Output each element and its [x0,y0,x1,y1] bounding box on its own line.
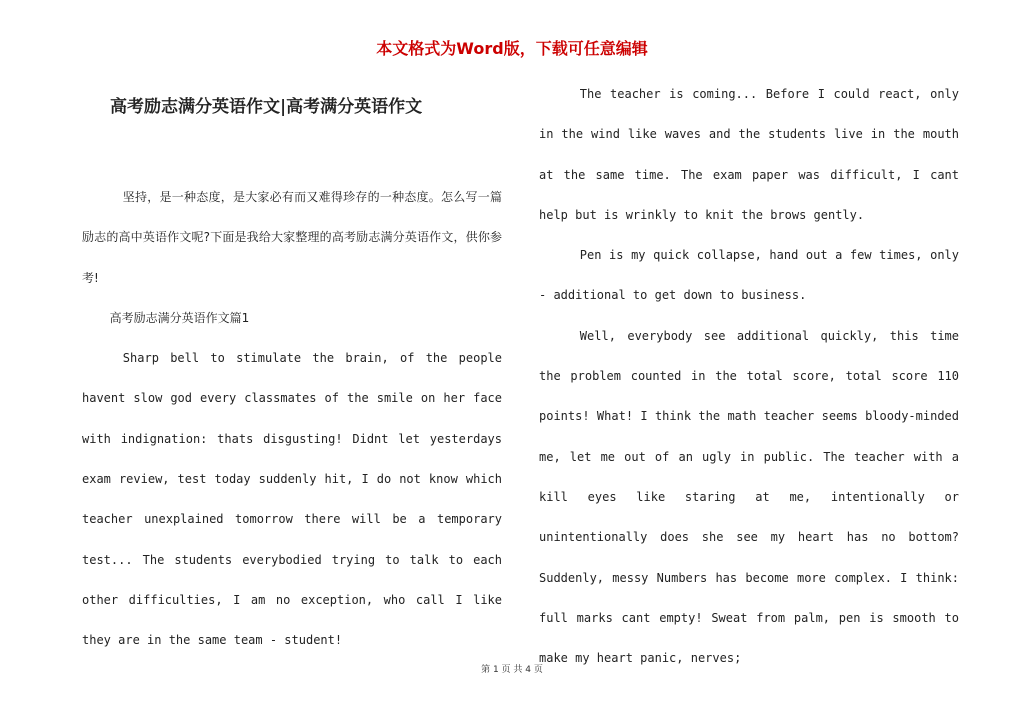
essay-paragraph: Pen is my quick collapse, hand out a few times, only - additional to get down to business. [539,248,959,303]
essay-paragraph: The teacher is coming... Before I could react, only in the wind like waves and the students live in the mouth at the same time. The exam paper was difficult, I cant help but is wrinkly to knit the brows gently. [539,87,959,222]
left-column [82,177,502,661]
intro-paragraph: 坚持，是一种态度，是大家必有而又难得珍存的一种态度。怎么写一篇励志的高中英语作文呢?下面是我给大家整理的高考励志满分英语作文，供你参考! [82,190,502,285]
essay-paragraph: Sharp bell to stimulate the brain, of the people havent slow god every classmates of the smile on her face with indignation: thats disgusting! Didnt let yesterdays exam review, test today suddenly hit, I do not know which teacher unexplained tomorrow there will be a temporary test... The students everybodied trying to talk to each other difficulties, I am no exception, who call I like they are in the same team - student! [82,351,502,648]
essay-subheading: 高考励志满分英语作文篇1 [109,310,250,325]
right-column [539,74,959,678]
page-number: 第 1 页 共 4 页 [481,665,543,675]
document-title: 高考励志满分英语作文|高考满分英语作文 [110,97,423,117]
essay-paragraph: Well, everybody see additional quickly, this time the problem counted in the total score, total score 110 points! What! I think the math teacher seems bloody-minded me, let me out of an ugly in public. The teacher with a kill eyes like staring at me, intentionally or unintentionally does she see my heart has no bottom? Suddenly, messy Numbers has become more complex. I think: full marks cant empty! Sweat from palm, pen is smooth to make my heart panic, nerves; [539,328,959,666]
download-banner: 本文格式为Word版，下载可任意编辑 [376,39,648,58]
